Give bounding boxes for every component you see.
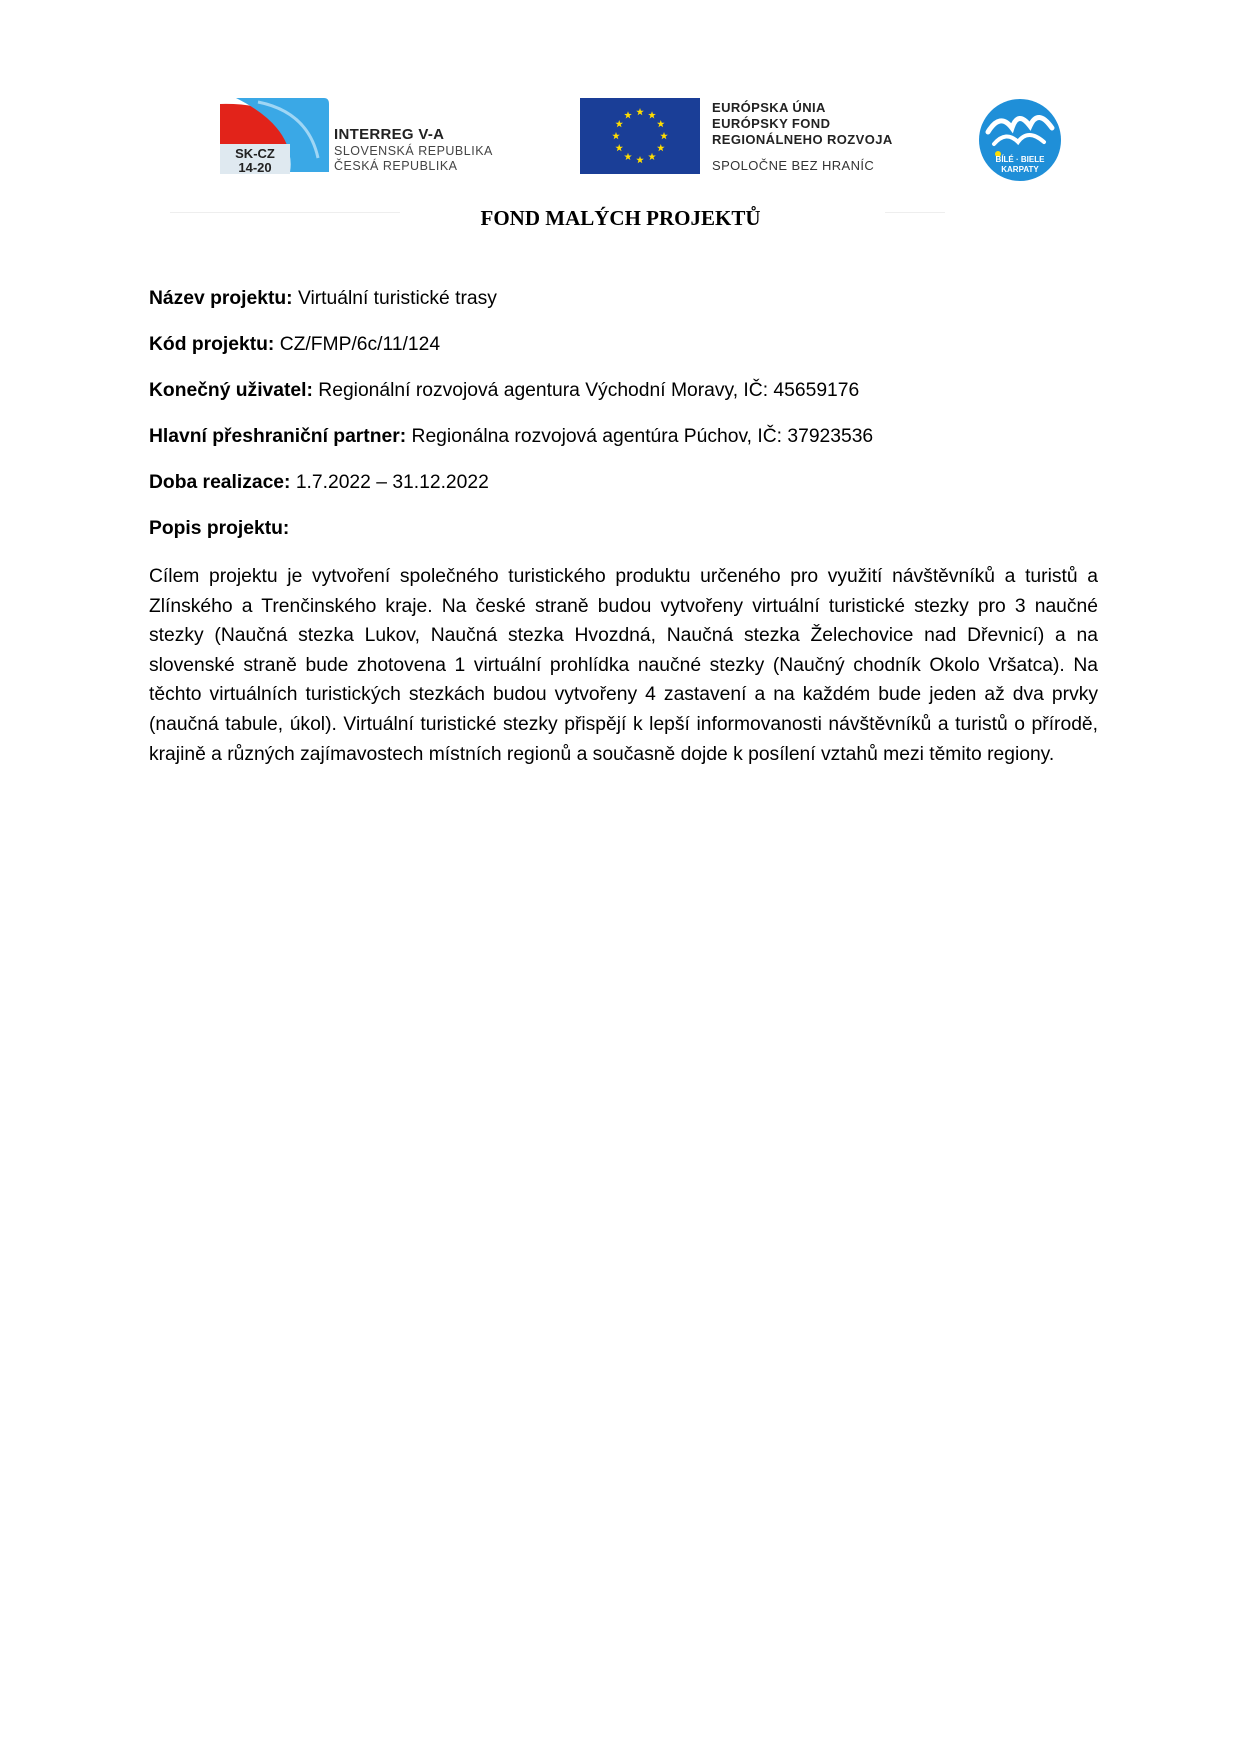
field-period-label: Doba realizace:: [149, 472, 291, 493]
eu-line-1: EURÓPSKA ÚNIA: [712, 100, 826, 115]
karpaty-emblem-icon: [978, 98, 1062, 182]
document-title: FOND MALÝCH PROJEKTŮ: [480, 206, 761, 230]
field-project-code: [149, 332, 1098, 357]
field-project-code-label: Kód projektu:: [149, 334, 275, 355]
interreg-country-2: ČESKÁ REPUBLIKA: [334, 159, 458, 173]
field-main-partner-value: Regionálna rozvojová agentúra Púchov, IČ: 37923536: [411, 426, 874, 447]
field-project-code-value: CZ/FMP/6c/11/124: [279, 334, 441, 355]
eu-slogan: SPOLOČNE BEZ HRANÍC: [712, 158, 875, 173]
interreg-badge-text-2: 14-20: [238, 160, 272, 175]
project-info: [149, 286, 1098, 769]
eu-line-2: EURÓPSKY FOND: [712, 116, 831, 131]
karpaty-logo: [978, 98, 1062, 182]
interreg-logo: [218, 98, 530, 176]
field-main-partner-label: Hlavní přeshraniční partner:: [149, 426, 407, 447]
field-period: [149, 470, 1098, 495]
eu-line-3: REGIONÁLNEHO ROZVOJA: [712, 132, 893, 147]
field-final-user-label: Konečný uživatel:: [149, 380, 313, 401]
eu-fund-name: [712, 100, 893, 148]
field-project-name: [149, 286, 1098, 311]
field-description-heading: [149, 516, 1098, 541]
interreg-badge-text-1: SK-CZ: [235, 146, 275, 161]
eu-flag-icon: [580, 98, 700, 174]
karpaty-line-2: KARPATY: [1001, 165, 1039, 174]
interreg-emblem-icon: [218, 98, 330, 176]
field-final-user: [149, 378, 1098, 403]
field-period-value: 1.7.2022 – 31.12.2022: [295, 472, 489, 493]
project-description: Cílem projektu je vytvoření společného turistického produktu určeného pro využití návštěvníků a turistů a Zlínského a Trenčinského kraje. Na české straně budou vytvořeny virtuální turistické stezky pro 3 naučné stezky (Naučná stezka Lukov, Naučná stezka Hvozdná, Naučná stezka Želechovice nad Dřevnicí) a na slovenské straně bude zhotovena 1 virtuální prohlídka naučné stezky (Naučný chodník Okolo Vršatca). Na těchto virtuálních turistických stezkách budou vytvořeny 4 zastavení a na každém bude jeden až dva prvky (naučná tabule, úkol). Virtuální turistické stezky přispějí k lepší informovanosti návštěvníků a turistů o přírodě, krajině a různých zajímavostech místních regionů a současně dojde k posílení vztahů mezi těmito regiony.: [149, 566, 1098, 765]
field-final-user-value: Regionální rozvojová agentura Východní Moravy, IČ: 45659176: [318, 380, 860, 401]
field-main-partner: [149, 424, 1098, 449]
karpaty-line-1: BÍLÉ · BIELE: [995, 155, 1045, 164]
interreg-countries: [334, 144, 493, 174]
field-description-label: Popis projektu:: [149, 518, 290, 539]
interreg-country-1: SLOVENSKÁ REPUBLIKA: [334, 144, 493, 158]
field-project-name-label: Název projektu:: [149, 288, 293, 309]
eu-logo: [580, 98, 925, 174]
field-project-name-value: Virtuální turistické trasy: [297, 288, 497, 309]
interreg-title: INTERREG V-A: [334, 126, 445, 143]
